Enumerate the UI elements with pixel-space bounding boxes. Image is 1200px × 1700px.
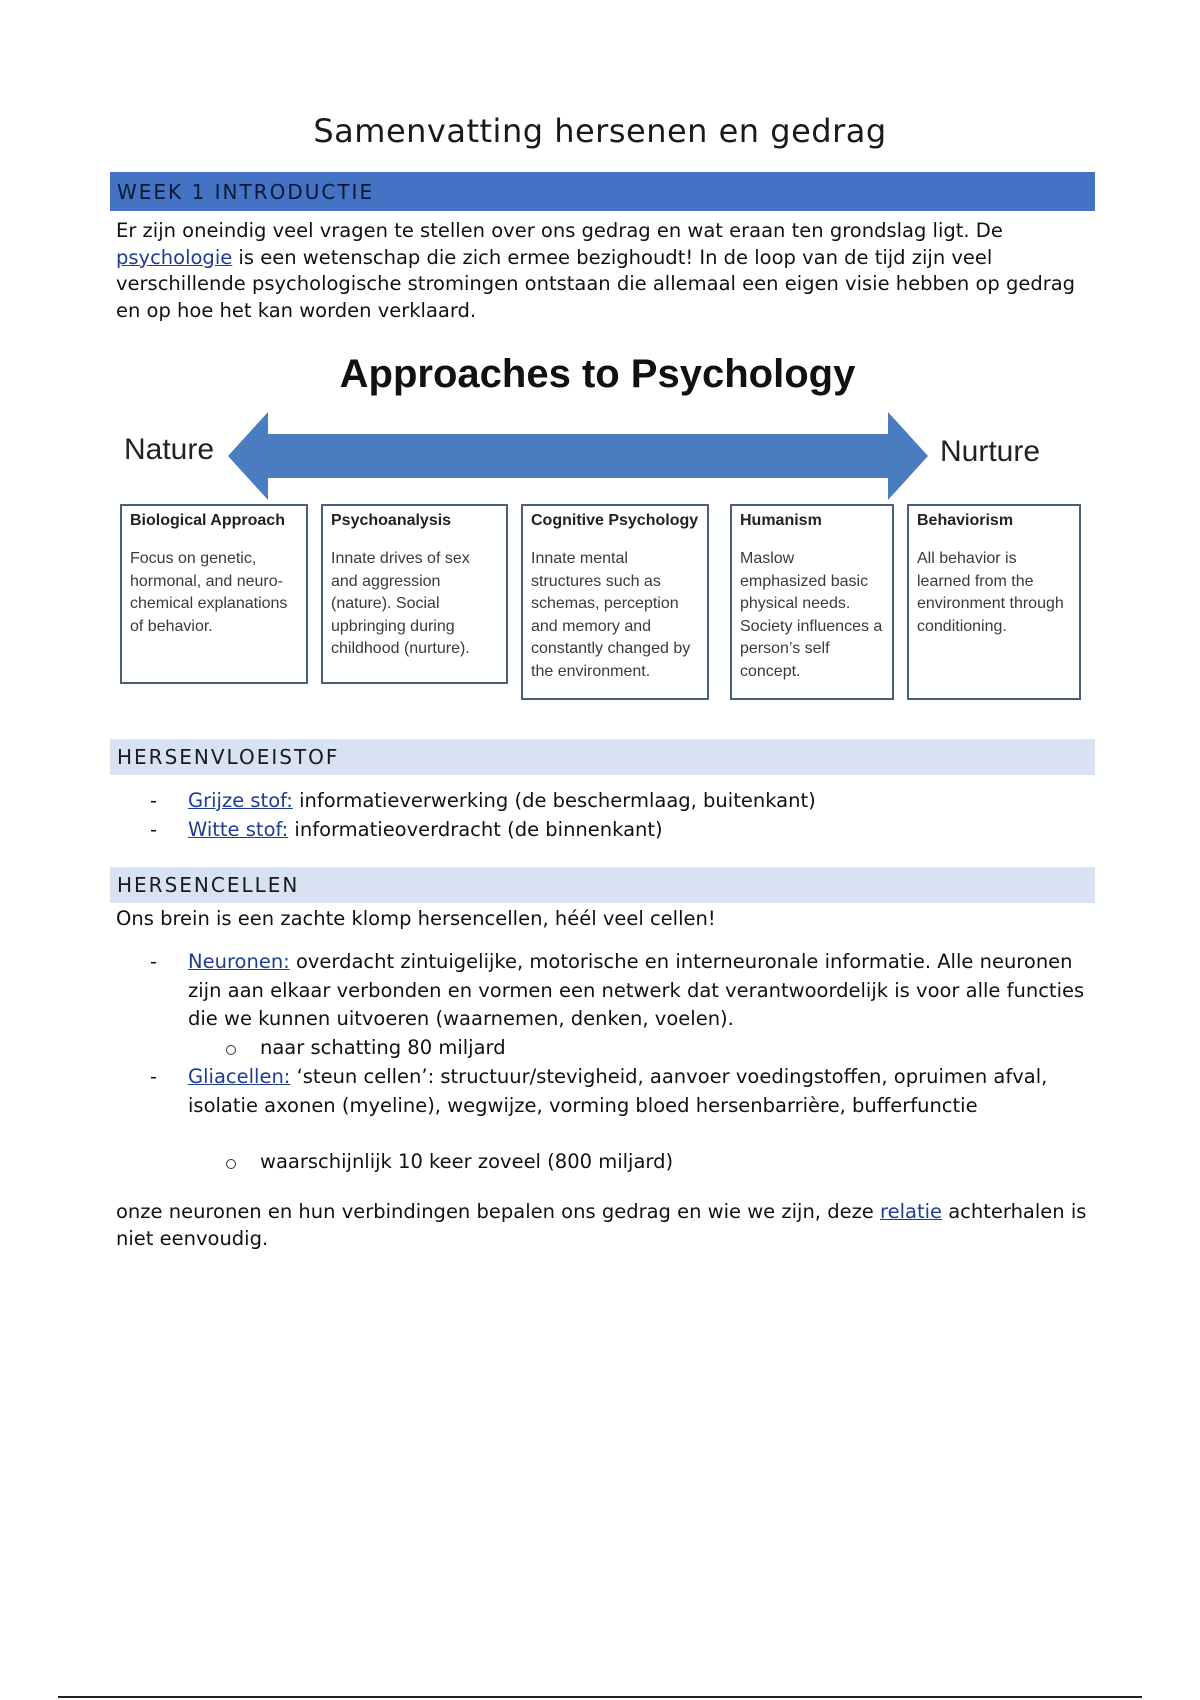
approach-box-humanism — [730, 504, 894, 700]
approach-description: Innate drives of sex and aggression (nature). Social upbringing during childhood (nurture). — [331, 550, 470, 657]
circle-bullet-icon — [226, 1159, 236, 1169]
bullet-dash: - — [150, 1065, 158, 1088]
approach-box-psychoanalysis — [321, 504, 508, 684]
double-arrow-icon — [228, 410, 928, 502]
grijze-stof-text: informatieverwerking (de beschermlaag, buitenkant) — [292, 789, 816, 812]
approach-box-cognitive-psychology — [521, 504, 709, 700]
approach-name: Humanism — [740, 512, 822, 529]
neuronen-text: overdacht zintuigelijke, motorische en interneuronale informatie. Alle neuronen zijn aan elkaar verbonden en vormen een netwerk dat verantwoordelijk is voor alle functies die we kunnen uitvoeren (waarnemen, denken, voelen). — [188, 950, 1085, 1030]
gliacellen-link[interactable]: Gliacellen: — [188, 1065, 291, 1088]
bullet-dash: - — [150, 818, 158, 841]
approach-name: Cognitive Psychology — [531, 512, 699, 529]
approach-box-biological-approach — [120, 504, 308, 684]
closing-paragraph — [116, 1199, 1096, 1252]
psychologie-link[interactable]: psychologie — [116, 245, 233, 269]
nurture-label: Nurture — [940, 435, 1041, 468]
intro-text-after: is een wetenschap die zich ermee bezighoudt! In de loop van de tijd zijn veel verschillende psychologische stromingen ontstaan die allemaal een eigen visie hebben op gedrag en op hoe het kan worden verklaard. — [116, 245, 1076, 322]
approach-description: Innate mental structures such as schemas, perception and memory and constantly changed by the environment. — [531, 550, 691, 680]
neuronen-link[interactable]: Neuronen: — [188, 950, 290, 973]
closing-text-before: onze neuronen en hun verbindingen bepalen ons gedrag en wie we zijn, deze — [116, 1200, 881, 1223]
witte-stof-text: informatieoverdracht (de binnenkant) — [288, 818, 663, 841]
circle-bullet-icon — [226, 1045, 236, 1055]
neuronen-count: naar schatting 80 miljard — [260, 1036, 506, 1059]
approach-name: Psychoanalysis — [331, 512, 452, 529]
heading-hersenvloeistof: HERSENVLOEISTOF — [110, 739, 1095, 775]
gliacellen-count: waarschijnlijk 10 keer zoveel (800 miljard) — [260, 1150, 674, 1173]
diagram-title: Approaches to Psychology — [339, 352, 856, 396]
approach-description: Focus on genetic, hormonal, and neuro-chemical explanations of behavior. — [130, 550, 288, 635]
intro-text-before: Er zijn oneindig veel vragen te stellen over ons gedrag en wat eraan ten grondslag ligt. De — [116, 219, 1003, 242]
grijze-stof-link[interactable]: Grijze stof: — [188, 789, 293, 812]
witte-stof-link[interactable]: Witte stof: — [188, 818, 289, 841]
document-title: Samenvatting hersenen en gedrag — [313, 112, 887, 150]
bullet-dash: - — [150, 789, 158, 812]
approach-description: All behavior is learned from the environment through conditioning. — [917, 550, 1064, 635]
approach-description: Maslow emphasized basic physical needs. Society influences a person’s self concept. — [740, 550, 883, 680]
footer-divider — [58, 1696, 1142, 1698]
heading-hersencellen: HERSENCELLEN — [110, 867, 1095, 903]
relatie-link[interactable]: relatie — [880, 1200, 943, 1223]
hersencellen-intro: Ons brein is een zachte klomp hersencellen, héél veel cellen! — [116, 907, 716, 930]
approach-name: Behaviorism — [917, 512, 1014, 529]
nature-label: Nature — [124, 433, 215, 466]
closing-text-after: achterhalen is niet eenvoudig. — [116, 1200, 1087, 1250]
approach-box-behaviorism — [907, 504, 1081, 700]
approach-name: Biological Approach — [130, 512, 285, 529]
intro-paragraph — [116, 218, 1096, 324]
bullet-dash: - — [150, 950, 158, 973]
heading-week1: WEEK 1 INTRODUCTIE — [110, 172, 1095, 211]
approaches-diagram — [120, 352, 1090, 712]
gliacellen-text: ‘steun cellen’: structuur/stevigheid, aanvoer voedingstoffen, opruimen afval, isolatie axonen (myeline), wegwijze, vorming bloed hersenbarrière, bufferfunctie — [188, 1065, 1048, 1117]
